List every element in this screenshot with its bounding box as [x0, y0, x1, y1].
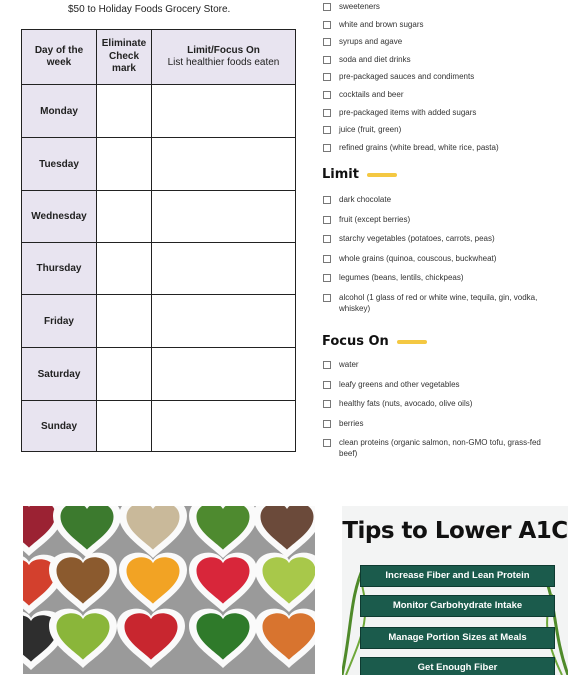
- checklist-item[interactable]: pre-packaged sauces and condiments: [322, 71, 572, 89]
- limit-focus-cell[interactable]: [152, 85, 296, 138]
- limit-heading: Limit: [322, 167, 397, 182]
- table-row: [22, 85, 296, 138]
- eliminate-checkmark-cell[interactable]: [97, 243, 152, 295]
- checkbox-icon[interactable]: [323, 420, 331, 428]
- tip-monitor-carbs: Monitor Carbohydrate Intake: [360, 595, 555, 617]
- intro-text: $50 to Holiday Foods Grocery Store.: [68, 4, 231, 15]
- checklist-item[interactable]: legumes (beans, lentils, chickpeas): [322, 272, 572, 292]
- table-row: [22, 401, 296, 452]
- checklist-item[interactable]: syrups and agave: [322, 36, 572, 54]
- checklist-item[interactable]: starchy vegetables (potatoes, carrots, peas): [322, 233, 572, 253]
- tips-card: [342, 506, 568, 675]
- limit-focus-cell[interactable]: [152, 243, 296, 295]
- focus-on-checklist: [322, 359, 572, 459]
- day-cell: Sunday: [22, 401, 97, 452]
- checklist-item[interactable]: water: [322, 359, 572, 379]
- tips-title: Tips to Lower A1C: [342, 518, 568, 544]
- checklist-item[interactable]: alcohol (1 glass of red or white wine, tequila, gin, vodka, whiskey): [322, 292, 564, 314]
- heart-bowls-illustration: [23, 506, 315, 674]
- checklist-item[interactable]: sweeteners: [322, 1, 572, 19]
- checkbox-icon[interactable]: [323, 400, 331, 408]
- header-limit-title: Limit/Focus On: [187, 44, 260, 56]
- checkbox-icon[interactable]: [323, 235, 331, 243]
- accent-bar: [397, 340, 427, 344]
- checkbox-icon[interactable]: [323, 21, 331, 29]
- checkbox-icon[interactable]: [323, 126, 331, 134]
- healthy-food-photo: [23, 506, 315, 674]
- checklist-item[interactable]: healthy fats (nuts, avocado, olive oils): [322, 398, 572, 418]
- checklist-item[interactable]: leafy greens and other vegetables: [322, 379, 572, 399]
- table-row: [22, 243, 296, 295]
- limit-focus-cell[interactable]: [152, 191, 296, 243]
- header-eliminate: Eliminate Check mark: [97, 30, 152, 85]
- checkbox-icon[interactable]: [323, 294, 331, 302]
- checklist-item[interactable]: juice (fruit, green): [322, 124, 572, 142]
- day-cell: Saturday: [22, 348, 97, 401]
- header-limit-focus: [152, 30, 296, 85]
- accent-bar: [367, 173, 397, 177]
- checkbox-icon[interactable]: [323, 38, 331, 46]
- eliminate-checklist: [322, 1, 572, 159]
- day-cell: Friday: [22, 295, 97, 348]
- checkbox-icon[interactable]: [323, 144, 331, 152]
- checkbox-icon[interactable]: [323, 56, 331, 64]
- checkbox-icon[interactable]: [323, 73, 331, 81]
- checklist-item[interactable]: dark chocolate: [322, 194, 572, 214]
- checklist-item[interactable]: refined grains (white bread, white rice, pasta): [322, 142, 572, 160]
- checkbox-icon[interactable]: [323, 3, 331, 11]
- checklist-item[interactable]: cocktails and beer: [322, 89, 572, 107]
- tip-increase-fiber: Increase Fiber and Lean Protein: [360, 565, 555, 587]
- limit-focus-cell[interactable]: [152, 295, 296, 348]
- table-row: [22, 295, 296, 348]
- checklist-item[interactable]: white and brown sugars: [322, 19, 572, 37]
- eliminate-checkmark-cell[interactable]: [97, 191, 152, 243]
- limit-focus-cell[interactable]: [152, 401, 296, 452]
- checkbox-icon[interactable]: [323, 91, 331, 99]
- checkbox-icon[interactable]: [323, 274, 331, 282]
- checklist-item[interactable]: clean proteins (organic salmon, non-GMO tofu, grass-fed beef): [322, 437, 554, 459]
- checklist-item[interactable]: whole grains (quinoa, couscous, buckwheat): [322, 253, 572, 273]
- day-cell: Monday: [22, 85, 97, 138]
- cut-off-text-line: [18, 0, 288, 1]
- checkbox-icon[interactable]: [323, 255, 331, 263]
- eliminate-checkmark-cell[interactable]: [97, 138, 152, 191]
- checkbox-icon[interactable]: [323, 439, 331, 447]
- checklist-item[interactable]: fruit (except berries): [322, 214, 572, 234]
- table-row: [22, 191, 296, 243]
- checkbox-icon[interactable]: [323, 361, 331, 369]
- weekly-tracking-table: [21, 29, 296, 452]
- checklist-item[interactable]: soda and diet drinks: [322, 54, 572, 72]
- checkbox-icon[interactable]: [323, 381, 331, 389]
- focus-on-heading: Focus On: [322, 334, 427, 349]
- table-row: [22, 138, 296, 191]
- day-cell: Tuesday: [22, 138, 97, 191]
- checklist-item[interactable]: berries: [322, 418, 572, 438]
- eliminate-checkmark-cell[interactable]: [97, 348, 152, 401]
- limit-focus-cell[interactable]: [152, 138, 296, 191]
- limit-checklist: [322, 194, 572, 314]
- checkbox-icon[interactable]: [323, 216, 331, 224]
- checkbox-icon[interactable]: [323, 196, 331, 204]
- day-cell: Thursday: [22, 243, 97, 295]
- table-row: [22, 348, 296, 401]
- day-cell: Wednesday: [22, 191, 97, 243]
- checklist-item[interactable]: pre-packaged items with added sugars: [322, 107, 572, 125]
- tip-enough-fiber: Get Enough Fiber: [360, 657, 555, 675]
- tip-portion-sizes: Manage Portion Sizes at Meals: [360, 627, 555, 649]
- limit-focus-cell[interactable]: [152, 348, 296, 401]
- header-limit-subtitle: List healthier foods eaten: [167, 57, 280, 68]
- header-day: Day of the week: [22, 30, 97, 85]
- eliminate-checkmark-cell[interactable]: [97, 295, 152, 348]
- eliminate-checkmark-cell[interactable]: [97, 401, 152, 452]
- checkbox-icon[interactable]: [323, 109, 331, 117]
- eliminate-checkmark-cell[interactable]: [97, 85, 152, 138]
